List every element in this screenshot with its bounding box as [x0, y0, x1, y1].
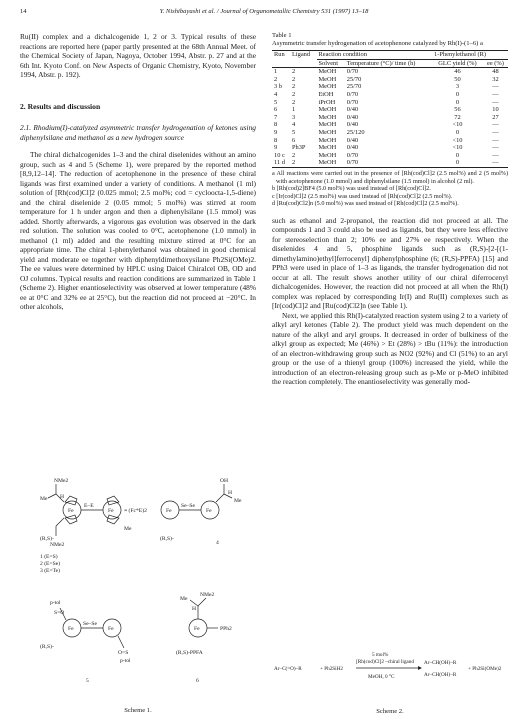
reactant-ketone: Ar–C(=O)–R: [274, 666, 302, 672]
table-row: [272, 152, 508, 160]
table-label: Table 1: [272, 32, 292, 39]
cell-temperature: 0/70: [346, 98, 359, 106]
label-h: H: [228, 490, 233, 496]
label-nme2: NMe2: [54, 478, 69, 484]
cell-temperature: 0/40: [346, 113, 359, 121]
cell-solvent: MeOH: [318, 136, 337, 144]
label-fe: Fe: [206, 508, 212, 514]
label-nme2: NMe2: [50, 542, 65, 548]
label-s-o: S=O: [54, 610, 65, 616]
cell-temperature: 0/40: [346, 144, 359, 152]
cell-ligand: 2: [291, 90, 296, 98]
label-ptol: p-tol: [50, 600, 61, 606]
cell-run: 1: [274, 68, 278, 76]
cell-ee: —: [492, 98, 499, 106]
cell-run: 9: [274, 144, 278, 152]
col-ligand: Ligand: [291, 51, 311, 58]
cell-run: 4: [274, 90, 278, 98]
table-row: [272, 76, 508, 84]
cell-ligand: 2: [291, 83, 296, 91]
cell-run: 10 c: [274, 151, 285, 159]
table-row: [272, 114, 508, 122]
cell-temperature: 0/40: [346, 106, 359, 114]
cell-ee: —: [492, 151, 499, 159]
journal-running-title: Y. Nishibayashi et al. / Journal of Organometallic Chemistry 531 (1997) 13–18: [159, 8, 369, 15]
label-pph2: PPh2: [220, 626, 232, 632]
cell-solvent: MeOH: [318, 159, 337, 167]
scheme-2-drawing: [272, 640, 508, 700]
cell-run: 7: [274, 113, 278, 121]
cell-solvent: MeOH: [318, 68, 337, 76]
table-title: Asymmetric transfer hydrogenation of acetophenone catalyzed by Rh(I)-(1–6) a: [272, 40, 483, 47]
table-body: [272, 68, 508, 168]
cell-temperature: 25/70: [346, 75, 362, 83]
page-number: 14: [20, 8, 27, 15]
scheme-1-drawing: [20, 458, 256, 702]
label-rs: (R,S)-: [40, 536, 54, 542]
reagent-silane: + Ph2SiH2: [320, 666, 343, 672]
cell-ligand: 1: [291, 106, 296, 114]
cell-ligand: 2: [291, 68, 296, 76]
cell-temperature: 0/70: [346, 90, 359, 98]
cell-solvent: MeOH: [318, 113, 337, 121]
label-me: Me: [124, 526, 132, 532]
label-me: Me: [234, 498, 242, 504]
cell-run: 5: [274, 98, 278, 106]
scheme-1: [20, 458, 256, 714]
col-ee: ee (%): [487, 59, 504, 67]
cell-yield: 0: [455, 98, 460, 106]
cell-run: 8: [274, 121, 278, 129]
scheme-2: [272, 640, 508, 715]
cell-solvent: MeOH: [318, 121, 337, 129]
cell-solvent: MeOH: [318, 75, 337, 83]
cell-solvent: MeOH: [318, 106, 337, 114]
conditions-solvent: MeOH, 0 °C: [368, 674, 395, 680]
table-footnotes: [272, 170, 508, 208]
label-fe: Fe: [194, 626, 200, 632]
cell-ligand: 5: [291, 128, 296, 136]
compound-list-label: 1 (E=S) 2 (E=Se) 3 (E=Te): [40, 554, 61, 574]
cell-ee: —: [492, 144, 499, 152]
col-temperature: Temperature (°C)/ time (h): [346, 59, 416, 67]
cell-ee: 48: [492, 68, 499, 76]
cell-yield: 3: [455, 83, 460, 91]
cell-ee: 10: [492, 106, 499, 114]
col-solvent: Solvent: [318, 59, 339, 67]
table-row: [272, 137, 508, 145]
label-rs: (R,S)-PPFA: [176, 650, 203, 656]
cell-solvent: EtOH: [318, 90, 334, 98]
cell-ee: —: [492, 136, 499, 144]
product-alcohol: Ar–CH(OH)–R: [424, 672, 457, 678]
compound-6-label: 6: [196, 678, 199, 684]
table-row: [272, 91, 508, 99]
table-row: [272, 99, 508, 107]
label-ptol: p-tol: [120, 658, 131, 664]
cell-temperature: 25/120: [346, 128, 365, 136]
label-me: Me: [40, 496, 48, 502]
cell-temperature: 0/70: [346, 151, 359, 159]
scheme-2-caption: Scheme 2.: [376, 708, 404, 715]
cell-temperature: 0/40: [346, 136, 359, 144]
right-column: [272, 32, 508, 387]
cell-yield: 0: [455, 128, 460, 136]
cell-run: 9: [274, 128, 278, 136]
body-paragraph: Next, we applied this Rh(I)-catalyzed reaction system using 2 to a variety of alkyl aryl ketones (Table 2). The product yield was much dependent on the nature of the alkyl and aryl groups. It decreased in order of bulkiness of the alkyl group as expected; Me (46%) > Et (28%) > tBu (11%): the introduction of an electron-withdrawing group such as NO2 (92%) and Cl (51%) to an aryl group or the use of a thienyl group (100%) increased the yield, while the introduction of an electron-releasing group such as p-Me or p-MeO inhibited the reaction completely. The enantioselectivity was generally mod-: [272, 310, 508, 387]
cell-ee: —: [492, 121, 499, 129]
cell-yield: 0: [455, 90, 460, 98]
cell-ligand: 6: [291, 136, 296, 144]
label-fe: Fe: [68, 508, 74, 514]
cell-ligand: Ph3P: [291, 144, 306, 152]
intro-paragraph: Ru(II) complex and a dichalcogenide 1, 2 or 3. Typical results of these reactions are reported here (paper partly presented at the 68th Annual Meet. of the Chemical Society of Japan, Nagoya, October 1994, Abstr. p. 27 and at the 6th Int. Kyoto Conf. on New Aspects of Organic Chemistry, Kyoto, November 1994, Abstr. p. 192).: [20, 32, 256, 79]
cell-yield: 56: [454, 106, 461, 114]
table-row: [272, 144, 508, 152]
table-caption: [272, 32, 508, 48]
table-1: [272, 50, 508, 168]
cell-yield: <10: [452, 121, 463, 129]
label-equiv: ≡ (Fc*E)2: [124, 508, 147, 514]
cell-temperature: 25/70: [346, 83, 362, 91]
body-paragraph: The chiral dichalcogenides 1–3 and the chiral diselenides without an amino group, such as 4 and 5 (Scheme 1), were prepared by the reported method [8,9,12–14]. The reduction of acetophenone in the presence of these chiral ligands was first examined under a variety of conditions. A methanol (1 ml) solution of [Rh(cod)Cl]2 (0.025 mmol; 2.5 mol%; cod = cycloocta-1,5-diene) and the chiral diselenide 2 (0.05 mmol; 5 mol%) was stirred at room temperature for 1 h under argon and then a diphenylsilane (1.5 mmol) was added. Shortly afterwards, a vigorous gas evolution was observed in the dark red solution. The solution was cooled to 0°C, acetophenone (1.0 mmol) in methanol (1 ml) added and the resulting mixture stirred at 0°C for an appropriate time. The chiral 1-phenylethanol was obtained in good chemical yield and moderate ee together with diphenyldimethoxysilane Ph2Si(OMe)2. The ee values were determined by HPLC using Daicel Chiralcel OB, OD and OJ columns. Typical results and reaction conditions are summarized in Table 1 (Scheme 2). Higher enantioselectivity was observed at lower temperature (48% ee at 0°C and 32% ee at 25°C), but the reaction did not proceed at −20°C. In other alcohols,: [20, 150, 256, 311]
cell-temperature: 0/70: [346, 68, 359, 76]
cell-yield: 46: [454, 68, 461, 76]
scheme-1-caption: Scheme 1.: [124, 707, 152, 714]
cell-yield: 0: [455, 159, 460, 167]
left-column: [20, 32, 256, 312]
footnote: c [Ir(cod)Cl]2 (2.5 mol%) was used instead of [Rh(cod)Cl]2 (2.5 mol%).: [272, 192, 453, 200]
cell-solvent: MeOH: [318, 128, 337, 136]
cell-ligand: 2: [291, 159, 296, 167]
cell-run: 6: [274, 106, 278, 114]
arrow-head: [418, 666, 422, 670]
label-e-e: E–E: [84, 503, 94, 509]
label-fe: Fe: [166, 508, 172, 514]
table-row: [272, 129, 508, 137]
label-fe: Fe: [108, 626, 114, 632]
cell-solvent: MeOH: [318, 151, 337, 159]
conditions-catalyst: [Rh(cod)Cl]2 –chiral ligand: [356, 659, 414, 665]
col-glc-yield: GLC yield (%): [438, 59, 477, 67]
cell-run: 11 d: [274, 159, 285, 167]
cell-yield: 50: [454, 75, 461, 83]
cell-ee: —: [492, 83, 499, 91]
compound-5-label: 5: [86, 678, 89, 684]
cell-solvent: iPrOH: [318, 98, 336, 106]
table-row: [272, 159, 508, 167]
section-heading: 2. Results and discussion: [20, 101, 101, 111]
cell-solvent: MeOH: [318, 144, 337, 152]
label-me: Me: [180, 596, 188, 602]
label-oh: OH: [220, 478, 229, 484]
cell-ligand: 2: [291, 98, 296, 106]
table-row: [272, 121, 508, 129]
conditions-loading: 5 mol%: [372, 652, 389, 658]
label-rs: (R,S)-: [40, 644, 54, 650]
compound-4-label: 4: [216, 540, 219, 546]
footnote: a All reactions were carried out in the presence of [Rh(cod)Cl]2 (2.5 mol%) and 2 (5 mol%) with acetophenone (1.0 mmol) and diphenylsilane (1.5 mmol) in alcohol (2 ml).: [272, 169, 508, 185]
cell-ee: —: [492, 128, 499, 136]
label-rs: (R,S)-: [160, 536, 174, 542]
cell-ligand: 3: [291, 113, 296, 121]
cell-ee: 27: [492, 113, 499, 121]
subsection-heading: 2.1. Rhodium(I)-catalyzed asymmetric transfer hydrogenation of ketones using diphenylsilane and methanol as a new hydrogen source: [20, 123, 256, 142]
table-row: [272, 83, 508, 91]
cell-yield: 72: [454, 113, 461, 121]
cell-temperature: 0/40: [346, 121, 359, 129]
footnote: b [Rh(cod)2]BF4 (5.0 mol%) was used instead of [Rh(cod)Cl]2.: [272, 185, 431, 193]
label-fe: Fe: [108, 508, 114, 514]
cell-yield: <10: [452, 136, 463, 144]
cell-run: 3 b: [274, 83, 282, 91]
cell-temperature: 0/70: [346, 159, 359, 167]
label-h: H: [60, 494, 65, 500]
table-row: [272, 106, 508, 114]
footnote: d [Ru(cod)Cl2]n (5.0 mol%) was used instead of [Rh(cod)Cl]2 (2.5 mol%).: [272, 200, 459, 208]
label-nme2: NMe2: [200, 592, 215, 598]
table-row: [272, 68, 508, 76]
cell-ee: —: [492, 159, 499, 167]
cell-run: 8: [274, 136, 278, 144]
col-product: 1-Phenylethanol (R): [432, 51, 508, 60]
label-se-se: Se–Se: [181, 503, 195, 509]
col-reaction-condition: Reaction condition: [317, 51, 433, 60]
cell-yield: 0: [455, 151, 460, 159]
col-run: Run: [274, 51, 285, 58]
byproduct-siloxane: + Ph2Si(OMe)2: [468, 666, 502, 672]
product-alcohol: Ar–CH(OH)–R: [424, 660, 457, 666]
cell-ee: 32: [492, 75, 499, 83]
body-paragraph: such as ethanol and 2-propanol, the reaction did not proceed at all. The compounds 1 and 3 could also be used as ligands, but they were less effective for stereoselection than 2; 10% ee and 27% ee respectively. When the diselenides 4 and 5, phosphine ligands such as (R,S)-[2-[(1-dimethylamino)ethyl]ferrocenyl] diphenylphosphine (6; (R,S)-PPFA) [15] and PPh3 were used in place of 1–3 as ligands, the transfer hydrogenation did not occur at all. The result shows another utility of our chiral diferrocenyl dichalcogenides. However, the reaction did not proceed at all when the Rh(I) complex was replaced by corresponding Ir(I) and Ru(II) complexes such as [Ir(cod)Cl]2 and [Ru(cod)Cl2]n (see Table 1).: [272, 215, 508, 311]
label-fe: Fe: [68, 626, 74, 632]
cell-ee: —: [492, 90, 499, 98]
cell-ligand: 2: [291, 151, 296, 159]
cell-ligand: 4: [291, 121, 296, 129]
cell-solvent: MeOH: [318, 83, 337, 91]
label-s-o: O=S: [118, 650, 129, 656]
cell-yield: <10: [452, 144, 463, 152]
label-h: H: [192, 606, 197, 612]
label-se-se: Se–Se: [83, 621, 97, 627]
cell-run: 2: [274, 75, 278, 83]
cell-ligand: 2: [291, 75, 296, 83]
